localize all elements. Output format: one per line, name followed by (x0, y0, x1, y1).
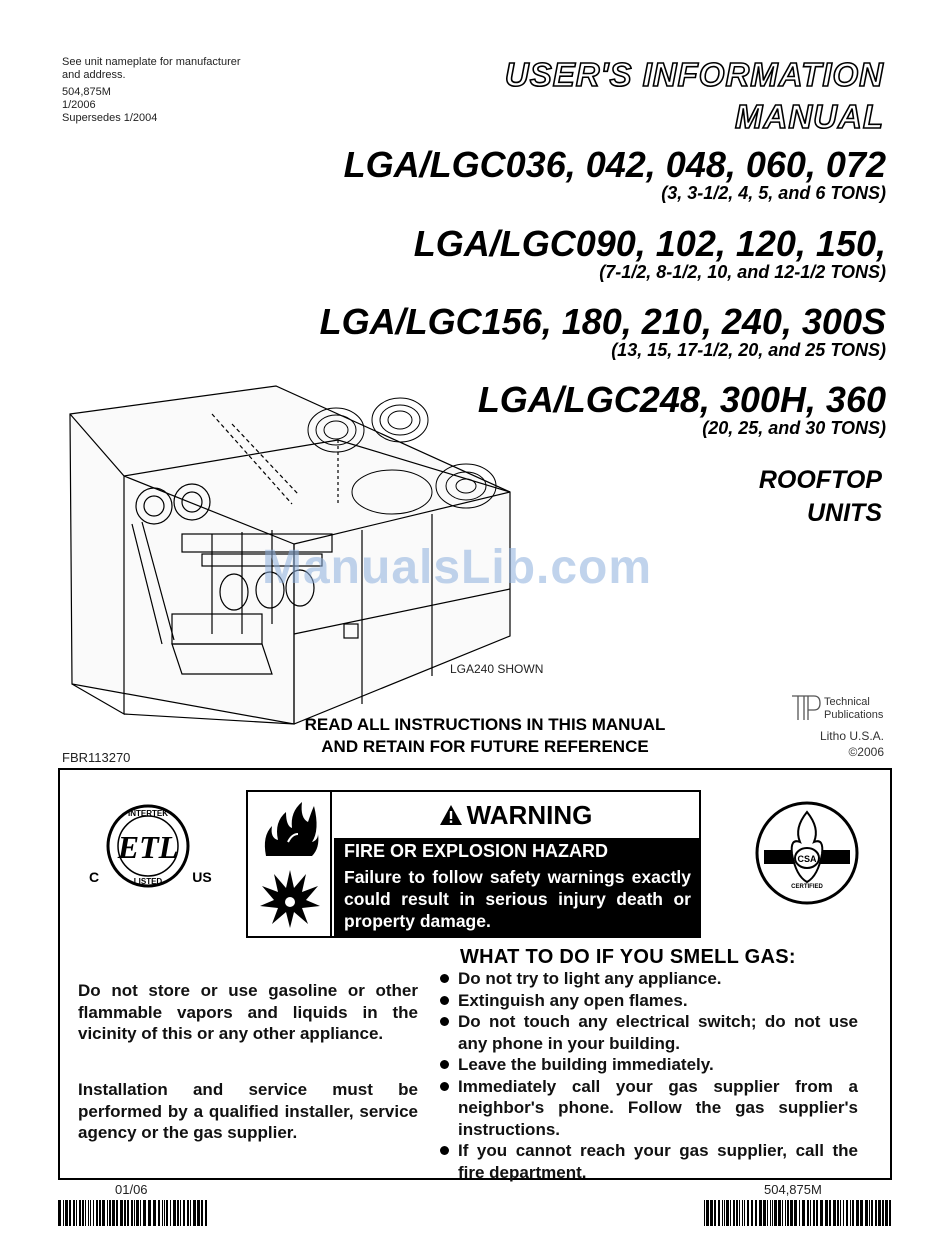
etl-top-text: INTERTEK (128, 809, 168, 818)
barcode-bar (88, 1200, 89, 1226)
publisher-name (824, 696, 883, 722)
barcode-bar (869, 1200, 870, 1226)
barcode-bar (58, 1200, 61, 1226)
barcode-bar (843, 1200, 844, 1226)
read-instructions-notice (275, 714, 695, 758)
barcode-bar (802, 1200, 805, 1226)
barcode-bar (751, 1200, 753, 1226)
csa-label-text: CERTIFIED (791, 884, 823, 890)
barcode-bar (829, 1200, 831, 1226)
barcode-bar (162, 1200, 163, 1226)
csa-center-text: CSA (797, 854, 817, 864)
barcode-bar (177, 1200, 179, 1226)
warning-signal-word: WARNING (466, 799, 593, 830)
model-line-4: LGA/LGC248, 300H, 360 (477, 379, 886, 420)
barcode-bar (164, 1200, 165, 1226)
doc-number: 504,875M (62, 86, 111, 98)
bullet-icon (440, 1017, 449, 1026)
supersedes-note: Supersedes 1/2004 (62, 112, 158, 124)
installation-notice-text: Installation and service must be performed by a qualified installer, service agency or the gas supplier. (78, 1080, 418, 1142)
barcode-bar (131, 1200, 133, 1226)
barcode-bar (158, 1200, 160, 1226)
barcode-bar (85, 1200, 86, 1226)
list-item-text: Do not try to light any appliance. (458, 969, 722, 988)
bullet-icon (440, 996, 449, 1005)
barcode-bar (840, 1200, 841, 1226)
litho-text: Litho U.S.A. (819, 729, 884, 743)
barcode-bar (820, 1200, 823, 1226)
model-line-2: LGA/LGC090, 102, 120, 150, (413, 223, 886, 264)
read-notice-line1: READ ALL INSTRUCTIONS IN THIS MANUAL (304, 715, 666, 734)
barcode-bar (127, 1200, 129, 1226)
warning-text: Failure to follow safety warnings exactly could result in serious injury death or property damage. (344, 867, 691, 931)
barcode-bar (173, 1200, 176, 1226)
fbr-code: FBR113270 (62, 750, 131, 765)
model-line-1: LGA/LGC036, 042, 048, 060, 072 (343, 144, 886, 185)
list-item (438, 990, 858, 1012)
barcode-bar (718, 1200, 720, 1226)
barcode-bar (825, 1200, 828, 1226)
barcode-bar (73, 1200, 75, 1226)
barcode-bar (69, 1200, 71, 1226)
list-item-text: Do not touch any electrical switch; do not use any phone in your building. (458, 1012, 858, 1053)
warning-triangle-icon (439, 804, 463, 826)
barcode-bar (767, 1200, 768, 1226)
list-item (438, 1011, 858, 1054)
barcode-bar (813, 1200, 815, 1226)
barcode-bar (112, 1200, 115, 1226)
watermark: ManualsLib.com (262, 541, 653, 594)
barcode-bar (714, 1200, 716, 1226)
illustration-caption: LGA240 SHOWN (450, 662, 544, 676)
smell-gas-title: WHAT TO DO IF YOU SMELL GAS: (460, 946, 796, 968)
doc-date: 1/2006 (62, 99, 96, 111)
tons-line-1: (3, 3-1/2, 4, 5, and 6 TONS) (661, 183, 886, 203)
barcode-bar (170, 1200, 171, 1226)
barcode-bar (807, 1200, 809, 1226)
barcode-bar (871, 1200, 873, 1226)
warning-body (334, 838, 699, 936)
barcode-bar (875, 1200, 877, 1226)
barcode-bar (770, 1200, 771, 1226)
barcode-bar (706, 1200, 709, 1226)
storage-warning-text: Do not store or use gasoline or other flammable vapors and liquids in the vicinity of this or any other appliance. (78, 981, 418, 1043)
etl-center-text: ETL (117, 829, 179, 865)
barcode-bar (882, 1200, 884, 1226)
barcode-bar (107, 1200, 108, 1226)
barcode-bar (833, 1200, 836, 1226)
etl-bottom-text: LISTED (133, 877, 163, 886)
barcode-bar (742, 1200, 743, 1226)
barcode-bar (846, 1200, 848, 1226)
list-item (438, 968, 858, 990)
list-item-text: If you cannot reach your gas supplier, call the fire department. (458, 1141, 858, 1182)
bullet-icon (440, 1146, 449, 1155)
etl-left-text: C (88, 869, 100, 885)
barcode-bar (865, 1200, 868, 1226)
manual-title-line2: MANUAL (735, 98, 884, 135)
barcode-bar (704, 1200, 705, 1226)
model-line-3: LGA/LGC156, 180, 210, 240, 300S (319, 301, 886, 342)
barcode-bar (710, 1200, 713, 1226)
warning-heading (332, 792, 699, 838)
barcode-bar (785, 1200, 786, 1226)
barcode-bar (763, 1200, 766, 1226)
list-item (438, 1140, 858, 1183)
barcode-bar (772, 1200, 773, 1226)
barcode-bar (774, 1200, 777, 1226)
barcode-left (58, 1200, 208, 1226)
barcode-bar (63, 1200, 64, 1226)
fire-icon (258, 796, 322, 860)
barcode-bar (197, 1200, 200, 1226)
footer-date: 01/06 (115, 1182, 148, 1197)
barcode-bar (93, 1200, 94, 1226)
list-item (438, 1076, 858, 1141)
barcode-bar (134, 1200, 135, 1226)
tons-line-2: (7-1/2, 8-1/2, 10, and 12-1/2 TONS) (599, 262, 886, 282)
barcode-bar (816, 1200, 818, 1226)
list-item-text: Immediately call your gas supplier from a neighbor's phone. Follow the gas supplier's instructions. (458, 1076, 858, 1139)
list-item-text: Leave the building immediately. (458, 1055, 714, 1074)
barcode-bar (190, 1200, 191, 1226)
barcode-bar (799, 1200, 800, 1226)
barcode-bar (96, 1200, 98, 1226)
barcode-bar (747, 1200, 749, 1226)
barcode-bar (201, 1200, 203, 1226)
barcode-bar (120, 1200, 123, 1226)
unit-type-line1: ROOFTOP (758, 466, 882, 494)
barcode-bar (837, 1200, 839, 1226)
barcode-bar (724, 1200, 725, 1226)
barcode-bar (136, 1200, 139, 1226)
read-notice-line2: AND RETAIN FOR FUTURE REFERENCE (321, 737, 649, 756)
footer-doc-number: 504,875M (764, 1182, 822, 1197)
barcode-bar (759, 1200, 762, 1226)
publisher-line1: Technical (824, 696, 870, 708)
smell-gas-list (438, 968, 858, 1183)
barcode-bar (856, 1200, 859, 1226)
barcode-bar (153, 1200, 156, 1226)
barcode-bar (79, 1200, 81, 1226)
warning-pictograms (248, 792, 332, 936)
bullet-icon (440, 1060, 449, 1069)
barcode-bar (850, 1200, 851, 1226)
barcode-bar (82, 1200, 84, 1226)
manual-title-line1: USER'S INFORMATION (504, 56, 884, 93)
tons-line-4: (20, 25, and 30 TONS) (702, 418, 886, 438)
barcode-bar (889, 1200, 891, 1226)
barcode-bar (722, 1200, 723, 1226)
tons-line-3: (13, 15, 17-1/2, 20, and 25 TONS) (611, 340, 886, 360)
barcode-bar (183, 1200, 185, 1226)
barcode-bar (852, 1200, 854, 1226)
bullet-icon (440, 1082, 449, 1091)
barcode-bar (102, 1200, 105, 1226)
technical-publications-logo (790, 692, 822, 722)
barcode-bar (794, 1200, 797, 1226)
barcode-bar (860, 1200, 863, 1226)
barcode-bar (65, 1200, 68, 1226)
barcode-bar (782, 1200, 783, 1226)
document-meta (62, 56, 241, 125)
barcode-bar (205, 1200, 207, 1226)
etl-listed-logo (78, 792, 218, 902)
barcode-bar (878, 1200, 881, 1226)
list-item (438, 1054, 858, 1076)
barcode-bar (726, 1200, 729, 1226)
csa-certified-logo (752, 798, 862, 908)
nameplate-note: See unit nameplate for manufacturer (62, 56, 241, 68)
barcode-bar (116, 1200, 118, 1226)
barcode-bar (166, 1200, 168, 1226)
barcode-bar (885, 1200, 888, 1226)
barcode-bar (143, 1200, 146, 1226)
warning-box (246, 790, 701, 938)
barcode-bar (187, 1200, 189, 1226)
barcode-right (704, 1200, 892, 1226)
barcode-bar (810, 1200, 811, 1226)
publisher-line2: Publications (824, 709, 884, 721)
hazard-title: FIRE OR EXPLOSION HAZARD (344, 841, 609, 861)
barcode-bar (193, 1200, 196, 1226)
barcode-bar (140, 1200, 141, 1226)
barcode-bar (730, 1200, 731, 1226)
barcode-bar (739, 1200, 740, 1226)
barcode-bar (148, 1200, 151, 1226)
unit-type-line2: UNITS (807, 499, 882, 527)
bullet-icon (440, 974, 449, 983)
barcode-bar (790, 1200, 793, 1226)
barcode-bar (76, 1200, 77, 1226)
nameplate-note-2: and address. (62, 69, 126, 81)
barcode-bar (99, 1200, 101, 1226)
list-item-text: Extinguish any open flames. (458, 990, 688, 1010)
litho-block (820, 728, 884, 760)
explosion-icon (258, 866, 322, 930)
barcode-bar (109, 1200, 111, 1226)
barcode-bar (180, 1200, 181, 1226)
etl-right-text: US (192, 869, 212, 885)
barcode-bar (787, 1200, 789, 1226)
barcode-bar (736, 1200, 738, 1226)
barcode-bar (733, 1200, 735, 1226)
barcode-bar (124, 1200, 126, 1226)
barcode-bar (755, 1200, 757, 1226)
copyright-text: ©2006 (848, 745, 884, 759)
barcode-bar (744, 1200, 745, 1226)
barcode-bar (778, 1200, 781, 1226)
barcode-bar (90, 1200, 91, 1226)
